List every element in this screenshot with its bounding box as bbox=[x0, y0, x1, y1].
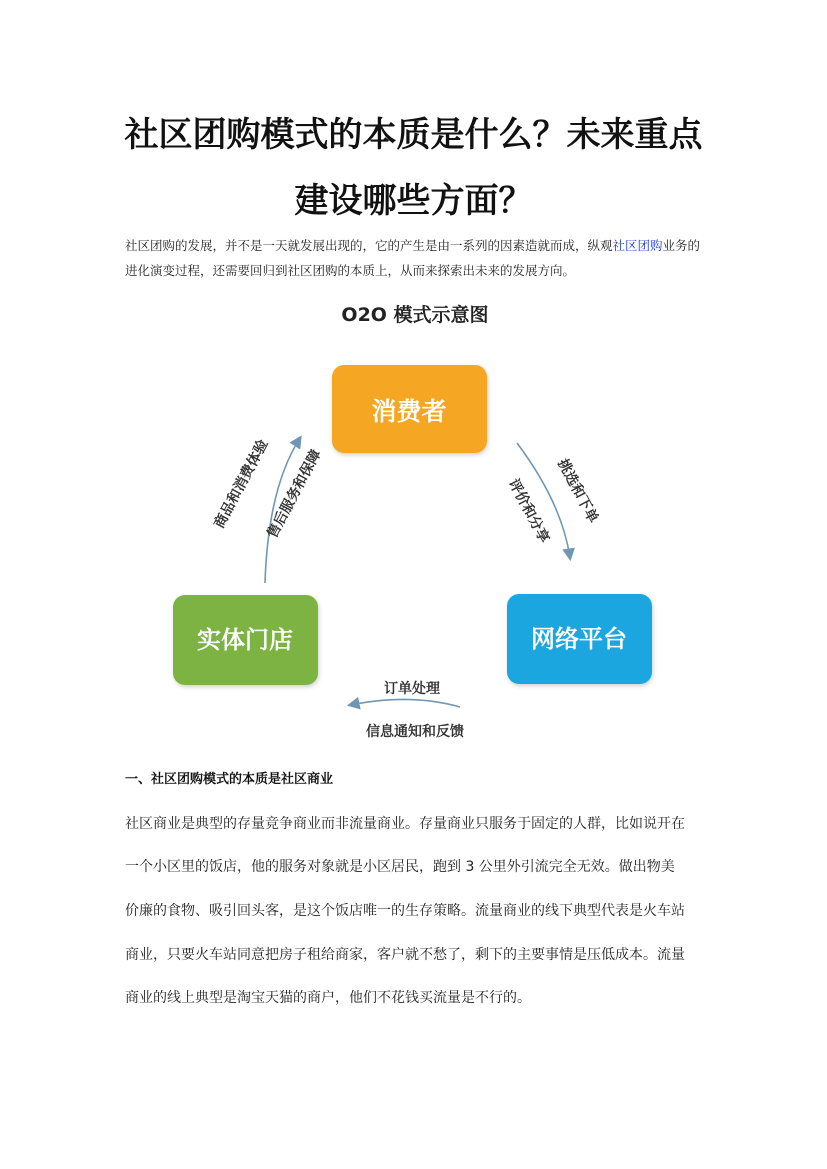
bottom-bottom-edge-label: 信息通知和反馈 bbox=[366, 724, 464, 740]
section-1-paragraph-line-2: 一个小区里的饭店，他的服务对象就是小区居民，跑到 3 公里外引流完全无效。做出物美 bbox=[125, 859, 675, 875]
community-group-buying-link[interactable]: 社区团购 bbox=[612, 238, 663, 253]
store-node-label: 实体门店 bbox=[197, 626, 293, 654]
o2o-diagram-svg bbox=[170, 293, 660, 748]
section-1-paragraph-line-3: 价廉的食物、吸引回头客，是这个饭店唯一的生存策略。流量商业的线下典型代表是火车站 bbox=[125, 903, 685, 919]
intro-text-after-link: 业务的 bbox=[662, 238, 701, 253]
bottom-top-edge-label: 订单处理 bbox=[384, 681, 440, 697]
intro-paragraph-line-1 bbox=[125, 233, 710, 258]
diagram-title: O2O 模式示意图 bbox=[341, 304, 489, 326]
section-1-paragraph-line-4: 商业，只要火车站同意把房子租给商家，客户就不愁了，剩下的主要事情是压低成本。流量 bbox=[125, 947, 685, 963]
section-1-heading: 一、社区团购模式的本质是社区商业 bbox=[125, 772, 334, 787]
left-outer-edge-label: 商品和消费体验 bbox=[211, 437, 272, 532]
section-1-paragraph-line-1: 社区商业是典型的存量竞争商业而非流量商业。存量商业只服务于固定的人群，比如说开在 bbox=[125, 816, 685, 832]
article-title-line-1: 社区团购模式的本质是什么？未来重点 bbox=[124, 115, 703, 155]
right-outer-edge-label: 挑选和下单 bbox=[554, 456, 602, 526]
o2o-diagram bbox=[170, 293, 660, 748]
left-inner-edge-label: 售后服务和保障 bbox=[264, 447, 325, 542]
bottom-edge-arrow bbox=[350, 699, 460, 707]
section-1-paragraph-line-5: 商业的线上典型是淘宝天猫的商户，他们不花钱买流量是不行的。 bbox=[125, 990, 531, 1006]
intro-text-before-link: 社区团购的发展，并不是一天就发展出现的，它的产生是由一系列的因素造就而成，纵观 bbox=[125, 238, 613, 253]
article-title-line-2: 建设哪些方面？ bbox=[294, 181, 533, 221]
platform-node-label: 网络平台 bbox=[531, 625, 627, 653]
consumer-node-label: 消费者 bbox=[371, 397, 447, 426]
right-inner-edge-label: 评价和分享 bbox=[505, 476, 553, 546]
intro-paragraph-line-2: 进化演变过程，还需要回归到社区团购的本质上，从而来探索出未来的发展方向。 bbox=[125, 263, 576, 278]
